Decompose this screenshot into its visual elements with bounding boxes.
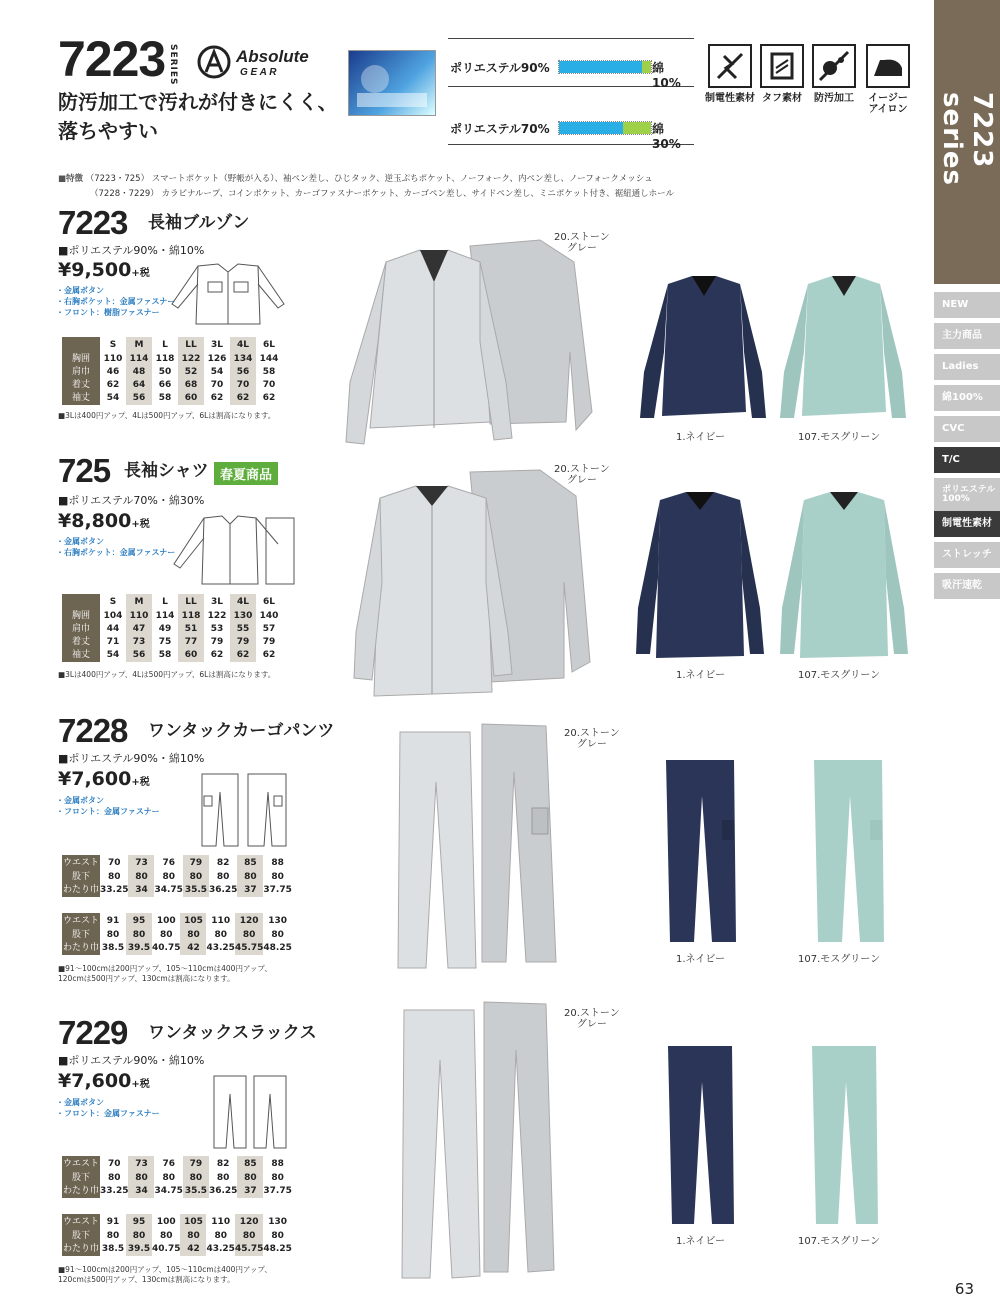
features-label: ■特徴 — [58, 174, 84, 184]
price-value: ¥8,800 — [58, 510, 132, 532]
shirt-image-green — [774, 488, 914, 660]
sidebar-item-ladies[interactable]: Ladies — [934, 354, 1000, 380]
product-specs — [56, 796, 160, 818]
jacket-sketch — [168, 262, 298, 332]
size-table: ウエスト 91 95 100 105 110 120 130 股下 80 80 80 80 80 80 80 わたり巾 38.5 39.5 40.75 42 43.25 45.75 48.25 — [62, 1214, 292, 1256]
color-label-navy: 1.ネイビー — [676, 432, 725, 443]
shirt-image-gray — [340, 462, 600, 702]
fabric1-bar — [558, 60, 652, 74]
product-specs — [56, 1098, 160, 1120]
jacket-image-navy — [634, 272, 774, 422]
stain-resistant-icon — [812, 44, 856, 88]
size-table: S M L LL 3L 4L 6L 胸囲 104 110 114 118 122 130 140 肩巾 44 47 49 51 53 55 57 着丈 71 73 75 77 79 79 79 袖丈 54 56 58 60 62 62 62 — [62, 594, 282, 662]
features-models: （7223・725） — [85, 174, 150, 184]
features-text: カラビナループ、コインポケット、カーゴファスナーポケット、カーゴペン差し、サイドペン差し、ミニポケット付き、裾紐通しホール — [161, 189, 674, 199]
season-badge: 春夏商品 — [214, 462, 278, 485]
product-price — [58, 261, 150, 280]
slacks-image-navy — [664, 1042, 736, 1228]
color-label-green: 107.モスグリーン — [798, 432, 881, 443]
jacket-image-green — [774, 272, 914, 422]
product-material: ■ポリエステル90%・綿10% — [58, 244, 205, 257]
product-number: 7229 — [58, 1014, 128, 1051]
spec-item: ・金属ボタン — [56, 1098, 104, 1107]
sidebar-item-antistatic[interactable]: 制電性素材 — [934, 511, 1000, 537]
color-label-green: 107.モスグリーン — [798, 670, 881, 681]
cargo-pants-image-green — [808, 756, 888, 946]
antistatic-icon — [708, 44, 752, 88]
spec-item: ・フロント：樹脂ファスナー — [56, 307, 160, 317]
sidebar-item-cotton[interactable]: 綿100% — [934, 385, 1000, 411]
sidebar-item-main[interactable]: 主力商品 — [934, 323, 1000, 349]
color-label-navy: 1.ネイビー — [676, 954, 725, 965]
fabric2-bar — [558, 121, 652, 135]
product-price — [58, 512, 150, 531]
sidebar-item-stretch[interactable]: ストレッチ — [934, 542, 1000, 568]
price-tax: +税 — [131, 519, 150, 530]
jacket-image-gray — [330, 232, 600, 456]
product-name: ワンタックカーゴパンツ — [148, 721, 335, 741]
fabric2-left-label: ポリエステル70% — [450, 122, 550, 136]
cargo-pants-sketch — [198, 772, 290, 848]
features-line1 — [58, 174, 653, 186]
price-value: ¥7,600 — [58, 1070, 132, 1092]
features-text: スマートポケット（野帳が入る）、袖ペン差し、ひじタック、逆玉ぷちポケット、ノーフォーク、内ペン差し、ノーフォークメッシュ — [151, 174, 653, 184]
features-line2 — [90, 189, 674, 201]
spec-item: ・右胸ポケット：金属ファスナー — [56, 547, 176, 557]
icon-label: イージー アイロン — [868, 93, 908, 115]
price-tax: +税 — [131, 1079, 150, 1090]
sidebar-item-cvc[interactable]: CVC — [934, 416, 1000, 442]
spec-item: ・金属ボタン — [56, 537, 104, 546]
sidebar-item-tc[interactable]: T/C — [934, 447, 1000, 473]
spec-item: ・フロント：金属ファスナー — [56, 1108, 160, 1118]
page-number: 63 — [954, 1280, 974, 1298]
sidebar-item-new[interactable]: NEW — [934, 292, 1000, 318]
tough-icon — [760, 44, 804, 88]
series-label: SERIES — [168, 44, 178, 86]
spec-item: ・金属ボタン — [56, 286, 104, 295]
color-label-green: 107.モスグリーン — [798, 954, 881, 965]
cargo-pants-image-navy — [660, 756, 740, 946]
size-note: ■3Lは400円アップ、4Lは500円アップ、6Lは割高になります。 — [58, 411, 276, 420]
size-table: ウエスト 91 95 100 105 110 120 130 股下 80 80 80 80 80 80 80 わたり巾 38.5 39.5 40.75 42 43.25 45.75 48.25 — [62, 913, 292, 955]
product-name: 長袖シャツ — [124, 461, 209, 481]
fabric2-right-label: 綿 30% — [652, 122, 681, 151]
features-models: （7228・7229） — [90, 189, 159, 199]
spec-item: ・右胸ポケット：金属ファスナー — [56, 296, 176, 306]
shirt-sketch — [170, 514, 300, 588]
sidebar-item-quickdry[interactable]: 吸汗速乾 — [934, 573, 1000, 599]
size-note: ■91〜100cmは200円アップ、105〜110cmは400円アップ、 120cmは500円アップ、130cmは割高になります。 — [58, 964, 272, 983]
product-material: ■ポリエステル90%・綿10% — [58, 752, 205, 765]
product-material: ■ポリエステル90%・綿10% — [58, 1054, 205, 1067]
fabric1-right-label: 綿 10% — [652, 61, 681, 90]
size-note: ■91〜100cmは200円アップ、105〜110cmは400円アップ、 120cmは500円アップ、130cmは割高になります。 — [58, 1265, 272, 1284]
cargo-pants-image-gray — [386, 722, 566, 972]
brand-logo — [196, 44, 344, 80]
color-label-gray: 20.ストーン グレー — [554, 232, 610, 254]
shirt-image-navy — [630, 488, 770, 660]
color-label-green: 107.モスグリーン — [798, 1236, 881, 1247]
sidebar-item-polyester[interactable]: ポリエステル 100% — [934, 478, 1000, 512]
color-label-navy: 1.ネイビー — [676, 670, 725, 681]
price-tax: +税 — [131, 268, 150, 279]
spec-item: ・フロント：金属ファスナー — [56, 806, 160, 816]
price-value: ¥7,600 — [58, 768, 132, 790]
promo-image — [348, 50, 436, 116]
size-note: ■3Lは400円アップ、4Lは500円アップ、6Lは割高になります。 — [58, 670, 276, 679]
product-specs — [56, 537, 175, 559]
sidebar-title: 7223 series — [937, 92, 997, 186]
size-table: ウエスト 70 73 76 79 82 85 88 股下 80 80 80 80 80 80 80 わたり巾 33.25 34 34.75 35.5 36.25 37 37.75 — [62, 855, 292, 897]
product-number: 7223 — [58, 204, 128, 241]
color-label-gray: 20.ストーン グレー — [554, 464, 610, 486]
brand-line1: Absolute — [236, 47, 309, 66]
slacks-sketch — [210, 1074, 290, 1150]
color-label-navy: 1.ネイビー — [676, 1236, 725, 1247]
product-material: ■ポリエステル70%・綿30% — [58, 494, 205, 507]
product-name: 長袖ブルゾン — [148, 213, 250, 233]
product-price — [58, 1072, 150, 1091]
product-number: 7228 — [58, 712, 128, 749]
headline-line1: 防汚加工で汚れが付きにくく、 — [58, 90, 338, 114]
easy-iron-icon — [866, 44, 910, 88]
product-price — [58, 770, 150, 789]
price-value: ¥9,500 — [58, 259, 132, 281]
slacks-image-green — [808, 1042, 880, 1228]
color-label-gray: 20.ストーン グレー — [564, 1008, 620, 1030]
icon-label: 制電性素材 — [705, 93, 755, 104]
icon-label: タフ素材 — [762, 93, 802, 104]
spec-item: ・金属ボタン — [56, 796, 104, 805]
headline-line2: 落ちやすい — [58, 119, 158, 143]
size-table: ウエスト 70 73 76 79 82 85 88 股下 80 80 80 80 80 80 80 わたり巾 33.25 34 34.75 35.5 36.25 37 37.75 — [62, 1156, 292, 1198]
fabric-composition — [448, 38, 688, 151]
size-table: S M L LL 3L 4L 6L 胸囲 110 114 118 122 126 134 144 肩巾 46 48 50 52 54 56 58 着丈 62 64 66 68 70 70 70 袖丈 54 56 58 60 62 62 62 — [62, 337, 282, 405]
slacks-image-gray — [396, 1000, 566, 1282]
price-tax: +税 — [131, 777, 150, 788]
icon-label: 防汚加工 — [814, 93, 854, 104]
product-name: ワンタックスラックス — [148, 1023, 317, 1043]
color-label-gray: 20.ストーン グレー — [564, 728, 620, 750]
brand-line2: G E A R — [240, 67, 277, 78]
product-specs — [56, 286, 175, 318]
product-number: 725 — [58, 452, 111, 489]
fabric1-left-label: ポリエステル90% — [450, 61, 550, 75]
series-number: 7223 — [58, 31, 166, 87]
